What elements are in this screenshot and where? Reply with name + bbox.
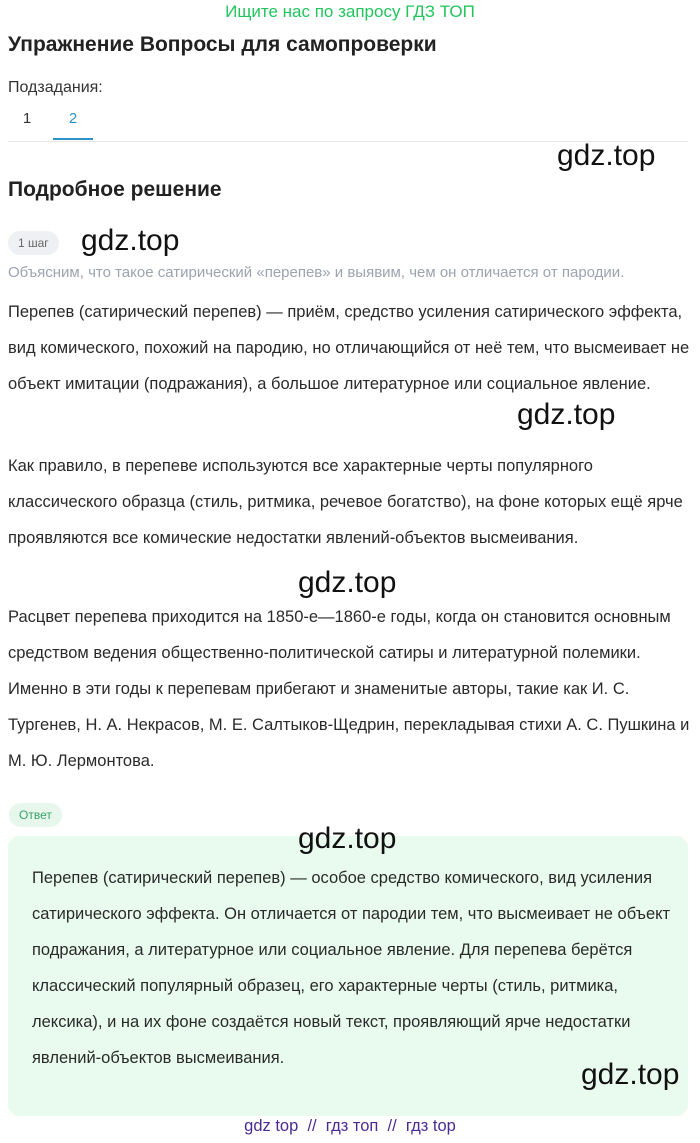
watermark: gdz.top	[298, 822, 397, 855]
solution-paragraph: Расцвет перепева приходится на 1850-е—1860-е годы, когда он становится основным средством ведения общественно-политической сатиры и литературной полемики. Именно в эти годы к перепевам прибегают и знаменитые авторы, такие как И. С. Тургенев, Н. А. Некрасов, М. Е. Салтыков-Щедрин, перекладывая стихи А. С. Пушкина и М. Ю. Лермонтова.	[8, 608, 690, 770]
exercise-title: Упражнение Вопросы для самопроверки	[8, 33, 437, 56]
solution-paragraph: Как правило, в перепеве используются все характерные черты популярного классического образца (стиль, ритмика, речевое богатство), на фоне которых ещё ярче проявляются все комические недостатки явлений-объектов высмеивания.	[8, 457, 683, 547]
watermark: gdz.top	[81, 224, 180, 257]
watermark: gdz.top	[517, 398, 616, 431]
watermark: gdz.top	[581, 1058, 680, 1091]
answer-badge: Ответ	[9, 803, 62, 827]
footer-links[interactable]: gdz top // гдз топ // гдз top	[244, 1117, 456, 1135]
answer-text: Перепев (сатирический перепев) — особое средство комического, вид усиления сатирического эффекта. Он отличается от пародии тем, что высмеивает не объект подражания, а литературное или социальное явление. Для перепева берётся классический популярный образец, его характерные черты (стиль, ритмика, лексика), и на их фоне создаётся новый текст, проявляющий ярче недостатки явлений-объектов высмеивания.	[32, 869, 671, 1067]
solution-explanation: Объясним, что такое сатирический «перепев» и выявим, чем он отличается от пародии.	[8, 264, 625, 281]
watermark: gdz.top	[298, 566, 397, 599]
promo-banner[interactable]: Ищите нас по запросу ГДЗ ТОП	[225, 2, 475, 21]
solution-title: Подробное решение	[8, 178, 222, 201]
step-badge: 1 шаг	[8, 231, 59, 255]
tab-subtask-1[interactable]: 1	[22, 110, 32, 127]
subtask-tabs	[8, 110, 688, 142]
subtasks-label: Подзадания:	[8, 79, 103, 96]
solution-paragraph: Перепев (сатирический перепев) — приём, средство усиления сатирического эффекта, вид комического, похожий на пародию, но отличающийся от неё тем, что высмеивает не объект имитации (подражания), а большое литературное или социальное явление.	[8, 303, 690, 393]
watermark: gdz.top	[557, 139, 656, 172]
tab-subtask-2[interactable]: 2	[54, 110, 92, 127]
